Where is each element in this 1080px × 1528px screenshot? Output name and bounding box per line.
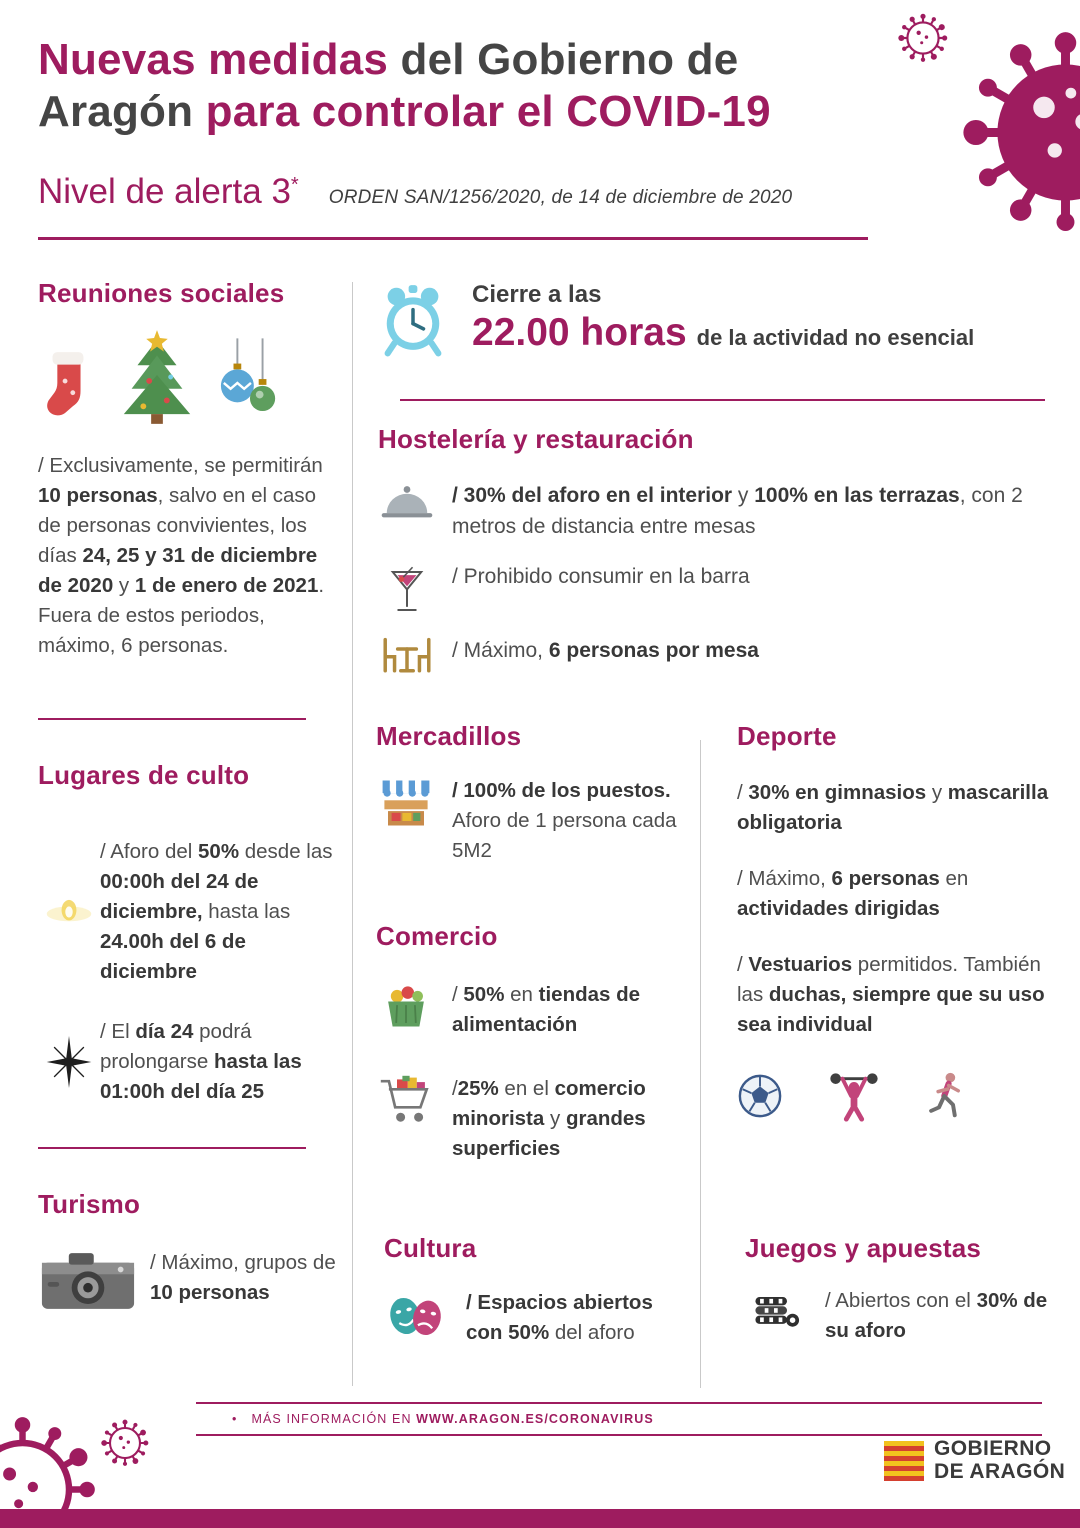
text-segment: / bbox=[737, 781, 749, 804]
sport-icons-row bbox=[737, 1069, 1049, 1123]
section-mercadillos bbox=[376, 721, 678, 866]
closure-scope: de la actividad no esencial bbox=[696, 325, 975, 350]
order-reference: ORDEN SAN/1256/2020, de 14 de diciembre de 2020 bbox=[328, 187, 793, 208]
cultura-text bbox=[466, 1288, 684, 1348]
christmas-stocking-icon bbox=[38, 341, 96, 425]
text-segment: hasta las bbox=[202, 900, 291, 924]
small-virus-icon bbox=[100, 1418, 150, 1468]
section-divider bbox=[38, 1147, 306, 1149]
closure-text bbox=[472, 281, 974, 361]
section-deporte bbox=[737, 721, 1049, 1123]
alarm-clock-icon bbox=[378, 281, 448, 361]
text-segment: 6 personas bbox=[831, 866, 940, 890]
closure-intro: Cierre a las bbox=[472, 281, 602, 308]
gobierno-aragon-logo bbox=[884, 1438, 1065, 1483]
section-juegos bbox=[745, 1233, 1055, 1346]
text-segment: hasta las 01:00h del día 25 bbox=[100, 1049, 302, 1103]
hosteleria-item bbox=[378, 481, 1052, 542]
text-segment: día 24 bbox=[135, 1020, 194, 1044]
text-segment: en bbox=[504, 983, 539, 1006]
hosteleria-item bbox=[378, 636, 1052, 676]
text-segment: / bbox=[452, 983, 464, 1006]
text-segment: mascarilla obligatoria bbox=[737, 781, 1049, 834]
logo-line-2: DE ARAGÓN bbox=[934, 1459, 1066, 1483]
text-segment: duchas, siempre que su uso sea individual bbox=[737, 982, 1045, 1036]
text-segment: 50% bbox=[463, 983, 505, 1006]
turismo-item bbox=[38, 1248, 336, 1314]
logo-text bbox=[934, 1438, 1065, 1483]
text-segment: / 30% del aforo en el interior bbox=[452, 484, 733, 507]
text-segment: 10 personas bbox=[150, 1280, 270, 1304]
left-column bbox=[38, 278, 336, 1314]
text-segment: 30% de su aforo bbox=[825, 1289, 1048, 1342]
text-segment: grandes superficies bbox=[452, 1106, 646, 1160]
market-stall-icon bbox=[376, 776, 436, 830]
text-segment: podrá prolongarse bbox=[100, 1020, 252, 1073]
comercio-item-text bbox=[452, 980, 694, 1040]
footer-info-prefix: MÁS INFORMACIÓN EN bbox=[251, 1412, 417, 1426]
aragon-flag-icon bbox=[884, 1441, 924, 1481]
section-title-hosteleria: Hostelería y restauración bbox=[378, 424, 694, 454]
text-segment: 1 de enero de 2021 bbox=[134, 573, 319, 597]
closure-banner bbox=[378, 281, 1054, 361]
logo-line-1: GOBIERNO bbox=[934, 1437, 1052, 1460]
food-basket-icon bbox=[376, 980, 436, 1032]
section-cultura bbox=[384, 1233, 684, 1348]
juegos-item bbox=[745, 1286, 1055, 1346]
text-segment: / bbox=[737, 952, 749, 976]
text-segment: / Máximo, grupos de bbox=[150, 1250, 336, 1274]
ornaments-icon bbox=[218, 337, 280, 425]
text-segment: 30% en gimnasios bbox=[748, 781, 927, 804]
serving-dish-icon bbox=[378, 481, 436, 525]
alert-asterisk: * bbox=[290, 174, 299, 196]
text-segment: / Exclusivamente, se permitirán bbox=[38, 454, 323, 477]
text-segment: 24.00h del 6 de diciembre bbox=[100, 930, 246, 984]
text-segment: 100% en las terrazas bbox=[754, 484, 960, 507]
text-segment: , salvo en el caso de personas convivientes, los días bbox=[38, 483, 317, 567]
christmas-icons-row bbox=[38, 325, 336, 425]
text-segment: / bbox=[452, 1076, 458, 1100]
footer-info-bar bbox=[196, 1402, 1042, 1436]
section-title-culto: Lugares de culto bbox=[38, 760, 250, 791]
text-segment: y bbox=[926, 781, 948, 804]
christmas-tree-icon bbox=[116, 329, 198, 425]
text-segment: 00:00h del 24 de diciembre, bbox=[100, 870, 259, 924]
text-segment: y bbox=[113, 573, 135, 597]
text-segment: 10 personas bbox=[38, 483, 158, 507]
section-title-comercio: Comercio bbox=[376, 921, 498, 951]
section-title-reuniones: Reuniones sociales bbox=[38, 278, 285, 308]
table-chairs-icon bbox=[378, 636, 436, 676]
culto-item-text bbox=[100, 837, 336, 987]
section-title-deporte: Deporte bbox=[737, 721, 837, 751]
section-title-cultura: Cultura bbox=[384, 1233, 477, 1263]
text-segment: en bbox=[939, 866, 969, 890]
text-segment: / 100% de los puestos. bbox=[452, 779, 671, 802]
text-segment: . Fuera de estos periodos, máximo, 6 personas. bbox=[38, 573, 325, 657]
comercio-item-text bbox=[452, 1074, 694, 1164]
footer-bullet: • bbox=[232, 1412, 238, 1426]
alert-level: Nivel de alerta 3 bbox=[38, 172, 291, 211]
footer-info-url: WWW.ARAGON.ES/CORONAVIRUS bbox=[416, 1412, 654, 1426]
small-virus-icon bbox=[897, 12, 949, 64]
title-accent-2: para controlar el COVID-19 bbox=[205, 86, 771, 136]
hosteleria-item-text bbox=[452, 562, 1032, 593]
culto-item bbox=[38, 837, 336, 987]
section-divider bbox=[38, 718, 306, 720]
text-segment: , con 2 metros de distancia entre mesas bbox=[452, 484, 1023, 538]
alert-row bbox=[38, 172, 792, 212]
comercio-item bbox=[376, 1074, 694, 1164]
hosteleria-item-text bbox=[452, 636, 1032, 667]
text-segment: comercio minorista bbox=[452, 1076, 646, 1130]
poker-chips-icon bbox=[745, 1286, 803, 1334]
runner-icon bbox=[925, 1069, 967, 1123]
text-segment: / Máximo, bbox=[737, 866, 832, 890]
text-segment: permitidos. También las bbox=[737, 952, 1041, 1006]
text-segment: del aforo bbox=[549, 1320, 635, 1344]
text-segment: desde las bbox=[239, 840, 333, 864]
hosteleria-item-text bbox=[452, 481, 1032, 542]
text-segment: / Aforo del bbox=[100, 840, 199, 864]
text-segment: en el bbox=[498, 1076, 555, 1100]
bottom-accent-bar bbox=[0, 1509, 1080, 1528]
deporte-item-text bbox=[737, 950, 1049, 1040]
text-segment: 6 personas por mesa bbox=[548, 639, 759, 663]
section-hosteleria bbox=[378, 424, 1052, 676]
mercadillos-text bbox=[452, 776, 678, 866]
deporte-item-text bbox=[737, 778, 1049, 838]
reuniones-text bbox=[38, 451, 336, 660]
title-plain-2: Aragón bbox=[38, 86, 206, 136]
text-segment: y bbox=[544, 1106, 566, 1130]
title-plain-1: del Gobierno de bbox=[388, 35, 739, 84]
title-accent-1: Nuevas medidas bbox=[38, 35, 389, 84]
text-segment: y bbox=[732, 484, 755, 507]
header-divider bbox=[38, 237, 868, 240]
section-title-turismo: Turismo bbox=[38, 1188, 141, 1219]
large-virus-icon bbox=[958, 25, 1080, 240]
mercadillos-item bbox=[376, 776, 678, 866]
soccer-ball-icon bbox=[737, 1073, 783, 1119]
hosteleria-item bbox=[378, 562, 1052, 620]
text-segment: / Máximo, bbox=[452, 639, 549, 663]
text-segment: Vestuarios bbox=[748, 952, 853, 976]
comercio-item bbox=[376, 980, 694, 1040]
text-segment: 50% bbox=[198, 840, 240, 864]
closure-time: 22.00 horas bbox=[472, 311, 687, 354]
text-segment: actividades dirigidas bbox=[737, 896, 940, 920]
section-divider bbox=[400, 399, 1045, 401]
culto-item bbox=[38, 1017, 336, 1107]
text-segment: / Prohibido consumir en la barra bbox=[452, 565, 750, 589]
deporte-item-text bbox=[737, 864, 1049, 924]
text-segment: / Abiertos con el bbox=[825, 1289, 977, 1312]
cocktail-icon bbox=[378, 562, 436, 620]
shopping-cart-icon bbox=[376, 1074, 436, 1128]
text-segment: / Espacios abiertos con 50% bbox=[466, 1291, 653, 1344]
cultura-item bbox=[384, 1288, 684, 1348]
text-segment: tiendas de alimentación bbox=[452, 983, 641, 1036]
culto-item-text bbox=[100, 1017, 336, 1107]
section-title-mercadillos: Mercadillos bbox=[376, 721, 522, 751]
section-title-juegos: Juegos y apuestas bbox=[745, 1233, 982, 1263]
turismo-text bbox=[150, 1248, 336, 1308]
page-title bbox=[38, 34, 918, 138]
theater-masks-icon bbox=[384, 1288, 448, 1344]
text-segment: 25% bbox=[457, 1076, 499, 1100]
camera-icon bbox=[38, 1248, 138, 1314]
juegos-text bbox=[825, 1286, 1055, 1346]
star-sparkle-icon bbox=[38, 1034, 100, 1090]
column-separator bbox=[352, 282, 353, 1386]
section-comercio bbox=[376, 921, 694, 1164]
weightlifter-icon bbox=[827, 1069, 881, 1123]
text-segment: / El bbox=[100, 1020, 136, 1044]
column-separator bbox=[700, 740, 701, 1388]
text-segment: Aforo de 1 persona cada 5M2 bbox=[452, 808, 677, 862]
candle-icon bbox=[38, 892, 100, 932]
text-segment: 24, 25 y 31 de diciembre de 2020 bbox=[38, 543, 318, 597]
